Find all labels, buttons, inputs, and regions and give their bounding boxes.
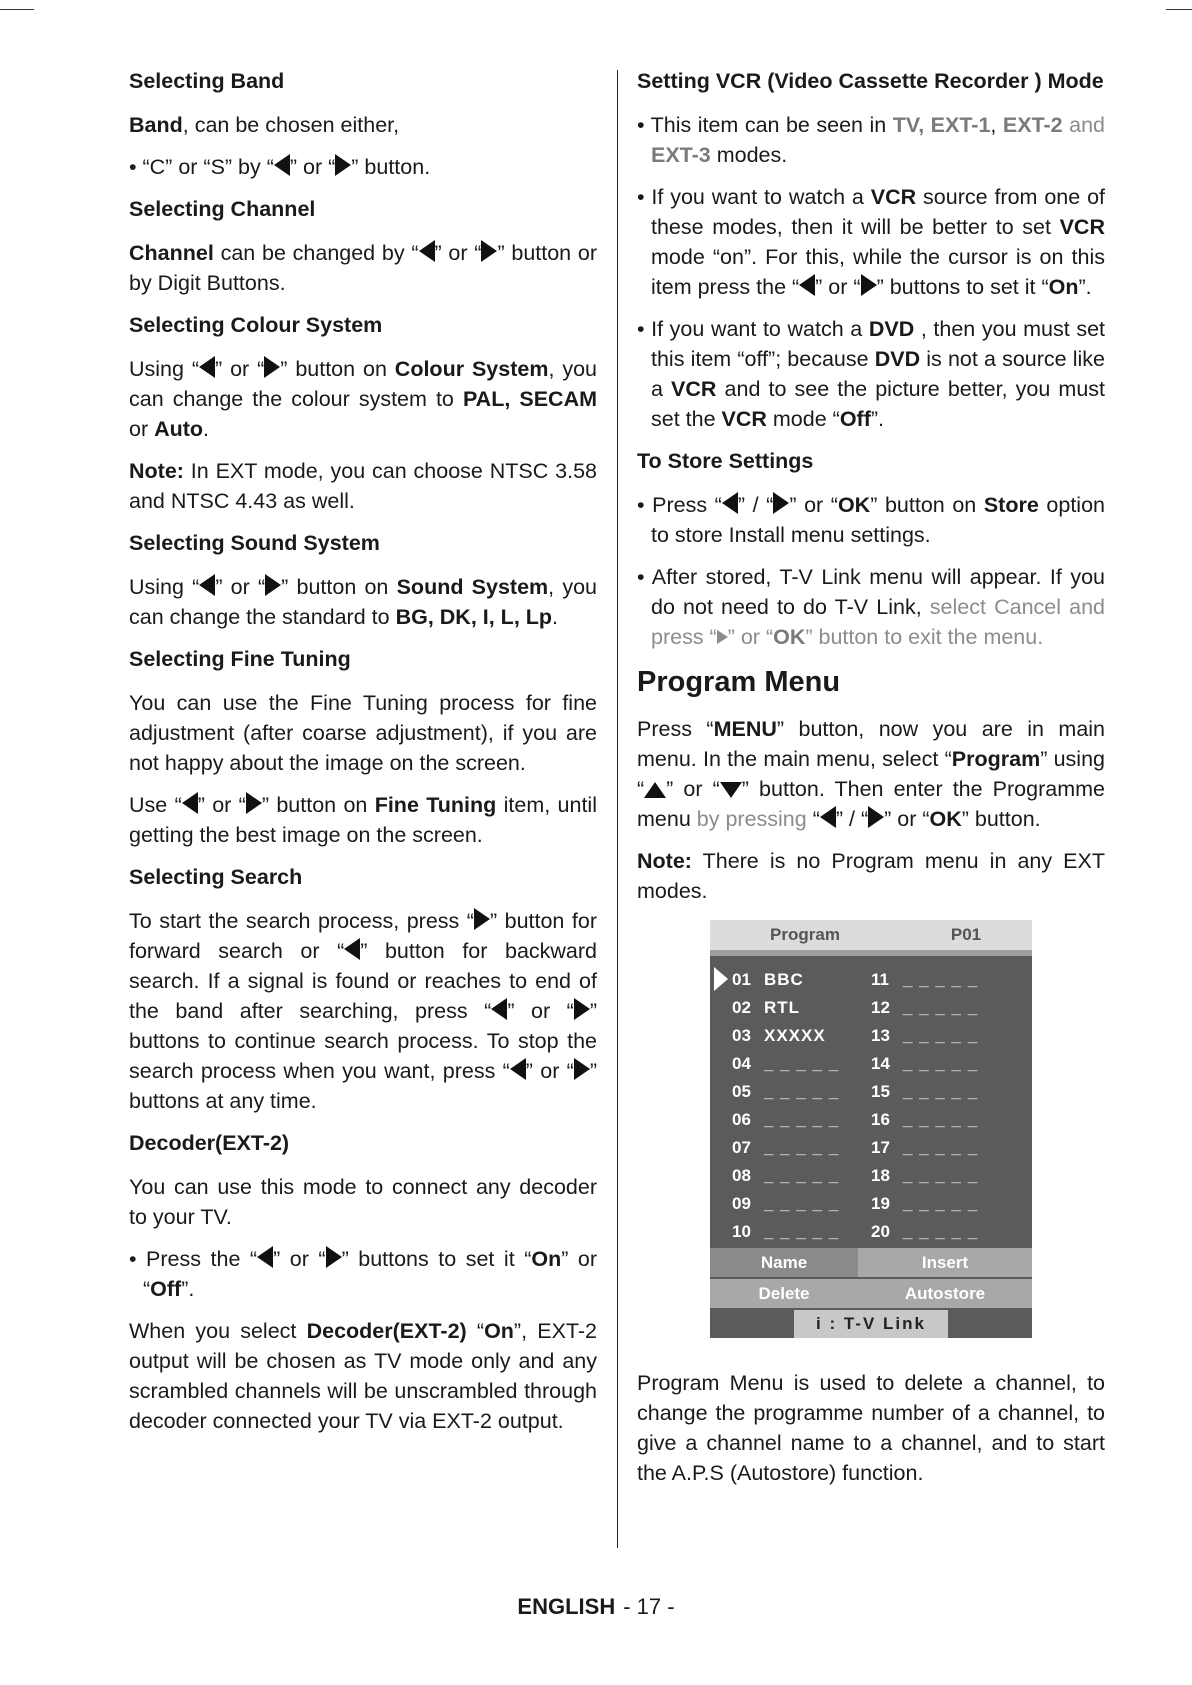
channel-name: RTL: [764, 998, 801, 1017]
channel-number: 08: [732, 1166, 751, 1185]
right-column: [637, 66, 1105, 1500]
left-arrow-icon: [799, 274, 815, 296]
channel-row[interactable]: [871, 966, 1032, 994]
channel-name: BBC: [764, 970, 804, 989]
colour-paragraph: Using “ ” or “ ” button on Colour System, you can change the colour system to PAL, SECAM or Auto.: [129, 357, 598, 441]
channel-number: 03: [732, 1026, 751, 1045]
store-heading: To Store Settings: [637, 449, 814, 473]
channel-name: _ _ _ _ _: [903, 1194, 979, 1213]
channel-row[interactable]: [710, 1162, 871, 1190]
channel-name: _ _ _ _ _: [903, 1082, 979, 1101]
store-bullet-1: • Press “ ” / “ ” or “OK” button on Store option to store Install menu settings.: [637, 493, 1105, 547]
right-arrow-icon: [773, 492, 789, 514]
program-menu-title: Program Menu: [637, 666, 841, 698]
channel-name: _ _ _ _ _: [903, 1026, 979, 1045]
channel-number: 05: [732, 1082, 751, 1101]
channel-number: 14: [871, 1054, 890, 1073]
channel-row[interactable]: [871, 1106, 1032, 1134]
channel-name: _ _ _ _ _: [764, 1082, 840, 1101]
vcr-bullet-2: • If you want to watch a VCR source from one of these modes, then it will be better to set VCR mode “on”. For this, while the cursor is on this item press the “ ” or “ ” buttons to set it “On”.: [637, 185, 1105, 299]
channel-name: _ _ _ _ _: [764, 1194, 840, 1213]
osd-buttons: [710, 1248, 1032, 1308]
channel-number: 01: [732, 970, 751, 989]
osd-footer: [710, 1308, 1032, 1338]
channel-row[interactable]: [710, 1106, 871, 1134]
osd-header: [710, 920, 1032, 950]
vcr-heading: Setting VCR (Video Cassette Recorder ) Mode: [637, 69, 1104, 93]
insert-button[interactable]: Insert: [858, 1248, 1032, 1277]
name-button[interactable]: Name: [710, 1248, 858, 1277]
left-arrow-icon: [820, 806, 836, 828]
channel-name: _ _ _ _ _: [764, 1054, 840, 1073]
colour-heading: Selecting Colour System: [129, 313, 383, 337]
fine-tuning-usage: Use “ ” or “ ” button on Fine Tuning item, until getting the best image on the screen.: [129, 793, 597, 847]
channel-row[interactable]: [710, 1078, 871, 1106]
right-arrow-icon: [868, 806, 884, 828]
channel-paragraph: Channel can be changed by “ ” or “ ” button or by Digit Buttons.: [129, 241, 598, 295]
footer-language: ENGLISH: [517, 1594, 616, 1619]
decoder-detail: When you select Decoder(EXT-2) “On”, EXT-2 output will be chosen as TV mode only and any scrambled channels will be unscrambled through decoder connected your TV via EXT-2 output.: [129, 1319, 597, 1433]
channel-number: 15: [871, 1082, 890, 1101]
left-arrow-icon: [344, 938, 360, 960]
channel-row[interactable]: [871, 1078, 1032, 1106]
channel-row[interactable]: [710, 1134, 871, 1162]
left-arrow-icon: [491, 998, 507, 1020]
channel-heading: Selecting Channel: [129, 197, 316, 221]
osd-title: Program: [770, 925, 840, 944]
channel-name: XXXXX: [764, 1026, 826, 1045]
page-number: - 17 -: [623, 1594, 675, 1619]
channel-row[interactable]: [871, 1022, 1032, 1050]
crop-mark-top-right: [1166, 9, 1192, 10]
channel-name: _ _ _ _ _: [903, 1054, 979, 1073]
sound-paragraph: Using “ ” or “ ” button on Sound System, you can change the standard to BG, DK, I, L, Lp.: [129, 575, 597, 629]
search-heading: Selecting Search: [129, 865, 303, 889]
sound-heading: Selecting Sound System: [129, 531, 380, 555]
osd-right-column: [871, 966, 1032, 1246]
band-heading: Selecting Band: [129, 69, 285, 93]
right-arrow-icon: [574, 1058, 590, 1080]
left-arrow-icon: [182, 792, 198, 814]
colour-note: Note: In EXT mode, you can choose NTSC 3.58 and NTSC 4.43 as well.: [129, 459, 597, 513]
channel-name: _ _ _ _ _: [764, 1166, 840, 1185]
search-paragraph: To start the search process, press “ ” button for forward search or “ ” button for backward search. If a signal is found or reaches to end of the band after searching, press “ ” or “ ” buttons to continue search process. To stop the search process when you want, press “ ” or “ ” buttons at any time.: [129, 909, 598, 1113]
channel-row[interactable]: [871, 1190, 1032, 1218]
delete-button[interactable]: Delete: [710, 1277, 858, 1308]
autostore-button[interactable]: Autostore: [858, 1277, 1032, 1308]
right-arrow-icon: [574, 998, 590, 1020]
right-arrow-icon: [264, 356, 280, 378]
channel-number: 06: [732, 1110, 751, 1129]
channel-name: _ _ _ _ _: [903, 1166, 979, 1185]
decoder-bullet: • Press the “ ” or “ ” buttons to set it “On” or “Off”.: [129, 1247, 598, 1301]
channel-number: 13: [871, 1026, 890, 1045]
channel-name: _ _ _ _ _: [903, 998, 979, 1017]
channel-number: 07: [732, 1138, 751, 1157]
cursor-arrow-icon: [714, 967, 728, 991]
channel-name: _ _ _ _ _: [903, 1138, 979, 1157]
left-arrow-icon: [199, 574, 215, 596]
decoder-heading: Decoder(EXT-2): [129, 1131, 290, 1155]
left-arrow-icon: [274, 154, 290, 176]
right-arrow-icon: [335, 154, 351, 176]
channel-row[interactable]: [710, 994, 871, 1022]
channel-number: 17: [871, 1138, 890, 1157]
channel-row[interactable]: [871, 994, 1032, 1022]
left-arrow-icon: [419, 240, 435, 262]
right-arrow-icon: [474, 908, 490, 930]
program-menu-intro: Press “MENU” button, now you are in main menu. In the main menu, select “Program” using “ ” or “ ” button. Then enter the Programme menu by pressing “ ” / “ ” or “OK” button.: [637, 717, 1106, 831]
channel-row[interactable]: [710, 1022, 871, 1050]
down-arrow-icon: [720, 782, 742, 798]
channel-number: 11: [871, 970, 889, 989]
band-paragraph: Band, can be chosen either,: [129, 113, 400, 137]
band-bullet: • “C” or “S” by “ ” or “ ” button.: [129, 155, 431, 179]
right-arrow-icon: [265, 574, 281, 596]
channel-number: 09: [732, 1194, 751, 1213]
crop-mark-top-left: [0, 9, 34, 10]
channel-name: _ _ _ _ _: [903, 970, 979, 989]
program-menu-description: Program Menu is used to delete a channel, to change the programme number of a channel, to give a channel name to a channel, and to start the A.P.S (Autostore) function.: [637, 1371, 1105, 1485]
program-menu-screen: [710, 920, 1032, 1338]
channel-name: _ _ _ _ _: [764, 1138, 840, 1157]
vcr-bullet-1: • This item can be seen in TV, EXT-1, EXT-2 and EXT-3 modes.: [637, 113, 1105, 167]
left-arrow-icon: [199, 356, 215, 378]
vcr-bullet-3: • If you want to watch a DVD , then you must set this item “off”; because DVD is not a source like a VCR and to see the picture better, you must set the VCR mode “Off”.: [637, 317, 1106, 431]
right-arrow-icon: [246, 792, 262, 814]
channel-row[interactable]: [871, 1134, 1032, 1162]
channel-number: 10: [732, 1222, 751, 1241]
osd-page-number: P01: [950, 925, 982, 944]
right-arrow-icon: [481, 240, 497, 262]
decoder-paragraph: You can use this mode to connect any decoder to your TV.: [129, 1175, 597, 1229]
channel-number: 19: [871, 1194, 890, 1213]
up-arrow-icon: [644, 782, 666, 798]
channel-row[interactable]: [710, 1190, 871, 1218]
column-divider: [617, 70, 618, 1548]
channel-row[interactable]: [710, 966, 871, 994]
osd-channel-list: [710, 958, 1032, 1248]
left-arrow-icon: [722, 492, 738, 514]
right-arrow-icon: [861, 274, 877, 296]
right-arrow-icon: [326, 1246, 342, 1268]
left-column: [129, 66, 597, 1448]
small-right-arrow-icon: [717, 630, 728, 644]
channel-row[interactable]: [871, 1050, 1032, 1078]
channel-number: 04: [732, 1054, 751, 1073]
channel-row[interactable]: [710, 1218, 871, 1246]
channel-row[interactable]: [871, 1218, 1032, 1246]
fine-tuning-paragraph: You can use the Fine Tuning process for fine adjustment (after coarse adjustment), if you are not happy about the image on the screen.: [129, 691, 597, 775]
channel-name: _ _ _ _ _: [903, 1110, 979, 1129]
left-arrow-icon: [257, 1246, 273, 1268]
page-footer: [0, 1594, 1192, 1620]
channel-number: 20: [871, 1222, 890, 1241]
channel-number: 16: [871, 1110, 890, 1129]
channel-name: _ _ _ _ _: [903, 1222, 979, 1241]
channel-name: _ _ _ _ _: [764, 1222, 840, 1241]
channel-number: 18: [871, 1166, 890, 1185]
channel-row[interactable]: [710, 1050, 871, 1078]
tv-link-hint: i : T-V Link: [794, 1310, 948, 1338]
channel-name: _ _ _ _ _: [764, 1110, 840, 1129]
osd-separator: [710, 950, 1032, 958]
osd-left-column: [710, 966, 871, 1246]
program-menu-note: Note: There is no Program menu in any EXT modes.: [637, 849, 1105, 903]
fine-tuning-heading: Selecting Fine Tuning: [129, 647, 351, 671]
channel-number: 02: [732, 998, 751, 1017]
channel-row[interactable]: [871, 1162, 1032, 1190]
channel-number: 12: [871, 998, 890, 1017]
store-bullet-2: • After stored, T-V Link menu will appear. If you do not need to do T-V Link, select Cancel and press “ ” or “OK” button to exit the menu.: [637, 565, 1105, 649]
left-arrow-icon: [510, 1058, 526, 1080]
